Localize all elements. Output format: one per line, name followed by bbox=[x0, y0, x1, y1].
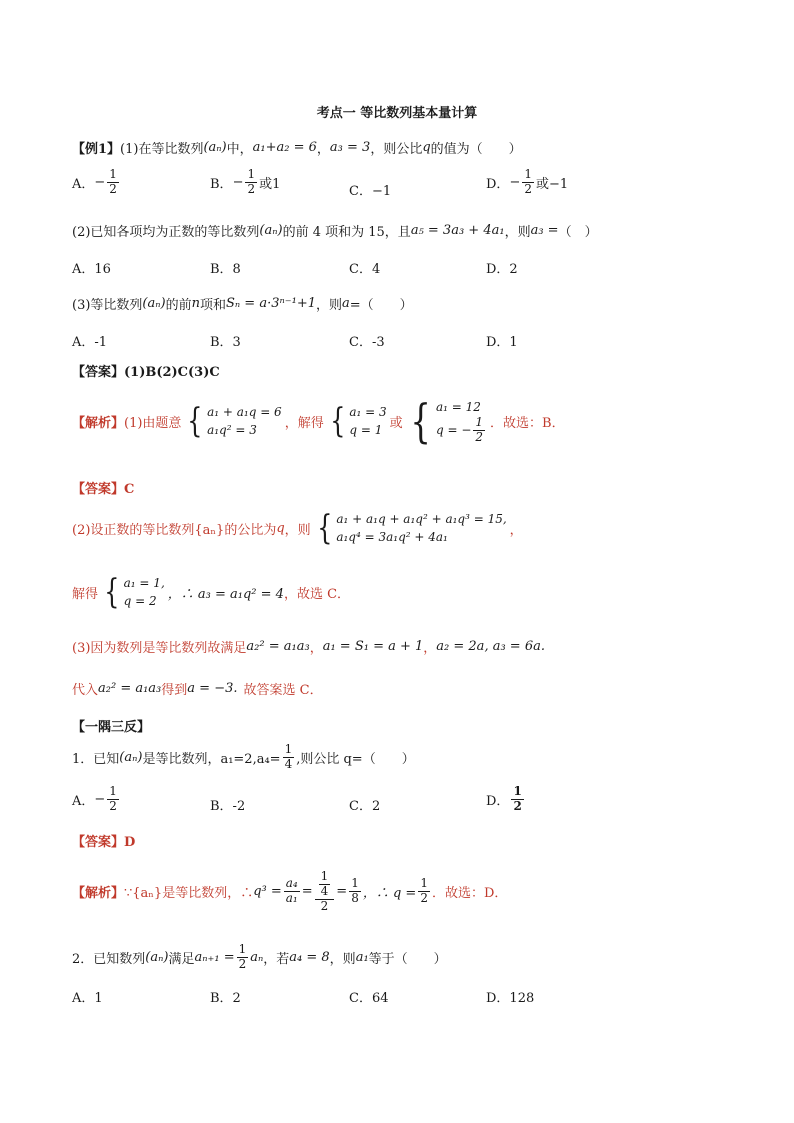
q2-seq: (aₙ) bbox=[259, 223, 283, 238]
fraction bbox=[319, 870, 331, 899]
q2-cond: a₅ = 3a₃ + 4a₁ bbox=[410, 223, 505, 238]
analysis3-f2: a₁ = S₁ = a + 1 bbox=[322, 639, 424, 654]
q1-cond1: a₁+a₂ = 6 bbox=[252, 140, 317, 155]
q1-option-c: C．−1 bbox=[349, 184, 392, 199]
denominator: 4 bbox=[320, 883, 329, 898]
analysis2-mid: ，则 bbox=[284, 522, 311, 538]
analysis1-or: 或 bbox=[389, 415, 403, 431]
p2-cond-post: ，则 bbox=[329, 951, 356, 967]
sign: − bbox=[232, 174, 244, 190]
p1-eq: = bbox=[301, 884, 313, 900]
q2-stem-pre: (2)已知各项均为正数的等比数列 bbox=[72, 225, 260, 240]
example-answer: 【答案】(1)B(2)C(3)C bbox=[72, 365, 220, 380]
p2-stem-mid: 满足 bbox=[168, 951, 195, 967]
solution-system bbox=[327, 401, 387, 442]
numerator: 1 bbox=[513, 784, 522, 798]
p2-target: a₁ bbox=[355, 949, 369, 965]
analysis3-c2: ， bbox=[423, 641, 437, 656]
brace-icon: { bbox=[104, 572, 120, 612]
q3-option-a: A．-1 bbox=[72, 335, 108, 350]
p2-option-a: A．1 bbox=[72, 991, 103, 1006]
p1-end: ．故选：D． bbox=[431, 886, 508, 902]
fraction bbox=[511, 785, 523, 814]
analysis-3-substitute bbox=[72, 679, 323, 698]
analysis1-pre: (1)由题意 bbox=[124, 415, 182, 431]
q1-comma: ， bbox=[316, 142, 330, 157]
q3-stem-end: =（ ） bbox=[349, 298, 413, 313]
brace-icon: { bbox=[316, 508, 333, 548]
numerator: 1 bbox=[109, 784, 117, 798]
system-row: q = 2 bbox=[123, 594, 157, 608]
denominator: 2 bbox=[109, 181, 117, 196]
analysis-3 bbox=[72, 637, 545, 656]
fraction bbox=[522, 168, 534, 197]
p1-q3: q³ = bbox=[253, 884, 282, 900]
analysis-2 bbox=[72, 510, 523, 546]
example-label: 【例1】 bbox=[72, 142, 121, 157]
denominator: 2 bbox=[238, 956, 247, 971]
q2-option-d: D．2 bbox=[486, 262, 518, 277]
denominator: 8 bbox=[351, 891, 359, 906]
q3-stem-mid2: 项和 bbox=[199, 298, 226, 313]
q1-cond2: a₃ = 3 bbox=[329, 140, 371, 155]
system-row: a₁ = 3 bbox=[349, 405, 387, 420]
example-q2-stem bbox=[72, 221, 598, 240]
analysis-2-solve bbox=[72, 574, 350, 610]
practice-1-stem bbox=[72, 743, 415, 772]
q1-option-b bbox=[210, 168, 280, 197]
analysis2-solve: 解得 bbox=[72, 586, 99, 602]
system-row: q = 1 bbox=[349, 423, 383, 438]
practice-header: 【一隅三反】 bbox=[72, 720, 151, 735]
denominator: a₁ bbox=[285, 891, 298, 906]
system-row: a₁q² = 3 bbox=[207, 423, 257, 438]
p2-stem-end: 等于（ ） bbox=[368, 951, 447, 967]
q2-stem-post: ，则 bbox=[504, 225, 531, 240]
fraction bbox=[418, 877, 430, 906]
option-label: D． bbox=[486, 176, 510, 192]
system-row: q = − bbox=[435, 423, 472, 438]
p2-option-b: B．2 bbox=[210, 991, 241, 1006]
analysis-1 bbox=[72, 394, 565, 449]
denominator: 2 bbox=[320, 898, 329, 913]
p2-lhs: aₙ₊₁ = bbox=[194, 949, 235, 965]
fraction bbox=[473, 416, 485, 445]
p2-rhs: aₙ bbox=[250, 949, 264, 965]
p1-so: ，∴ q = bbox=[362, 886, 417, 902]
solution-system bbox=[101, 574, 165, 610]
option-tail: 或−1 bbox=[535, 176, 569, 192]
p1-stem-end: ,则公比 q=（ ） bbox=[296, 751, 415, 767]
q3-stem-pre: (3)等比数列 bbox=[72, 298, 143, 313]
analysis-label: 【解析】 bbox=[72, 415, 125, 431]
numerator: 1 bbox=[420, 876, 428, 891]
numerator: a₄ bbox=[285, 876, 298, 891]
q1-seq: (aₙ) bbox=[203, 140, 227, 155]
analysis2-therefore: ，∴ a₃ = a₁q² = 4 bbox=[167, 586, 284, 602]
q3-formula: Sₙ = a·3ⁿ⁻¹+1 bbox=[226, 296, 316, 311]
sign: − bbox=[509, 174, 521, 190]
system-row: a₁ = 1, bbox=[123, 576, 165, 590]
p1-option-b: B．-2 bbox=[210, 799, 246, 814]
p1-analysis-pre: ∵{aₙ}是等比数列，∴ bbox=[124, 886, 254, 902]
numerator: 1 bbox=[284, 742, 293, 756]
numerator: 1 bbox=[247, 167, 256, 181]
option-label: D． bbox=[486, 793, 510, 809]
denominator: 4 bbox=[284, 756, 293, 771]
analysis3-pre: (3)因为数列是等比数列故满足 bbox=[72, 641, 247, 656]
numerator: 1 bbox=[524, 167, 532, 181]
system-row: a₁ = 12 bbox=[435, 400, 481, 414]
analysis3-sub-res: a = −3. bbox=[187, 681, 238, 696]
p1-option-a bbox=[72, 785, 121, 814]
numerator: 1 bbox=[475, 415, 484, 429]
option-label: A． bbox=[72, 793, 95, 809]
p1-option-c: C．2 bbox=[349, 799, 381, 814]
p2-stem-pre: 2．已知数列 bbox=[72, 951, 146, 967]
p1-option-d bbox=[486, 785, 526, 814]
page-title: 考点一 等比数列基本量计算 bbox=[316, 106, 478, 121]
fraction bbox=[107, 785, 119, 814]
denominator: 2 bbox=[109, 798, 117, 813]
p2-seq: (aₙ) bbox=[145, 949, 169, 965]
example-q1-stem bbox=[72, 138, 522, 157]
system-row: a₁ + a₁q + a₁q² + a₁q³ = 15, bbox=[336, 512, 507, 526]
answer-c: 【答案】C bbox=[72, 482, 135, 497]
p1-stem-mid: 是等比数列，a₁=2,a₄= bbox=[142, 751, 281, 767]
fraction bbox=[237, 943, 249, 972]
practice-2-stem bbox=[72, 943, 447, 972]
analysis3-sub-f: a₂² = a₁a₃ bbox=[98, 681, 162, 696]
q3-stem-post: ，则 bbox=[316, 298, 343, 313]
q2-stem-mid: 的前 4 项和为 15，且 bbox=[282, 225, 411, 240]
denominator: 2 bbox=[247, 181, 256, 196]
analysis3-c1: ， bbox=[309, 641, 323, 656]
analysis1-mid: ，解得 bbox=[284, 415, 324, 431]
analysis3-f1: a₂² = a₁a₃ bbox=[246, 639, 310, 654]
p2-cond-pre: ，若 bbox=[263, 951, 290, 967]
numerator: 1 bbox=[351, 876, 359, 891]
q1-option-d bbox=[486, 168, 568, 197]
fraction bbox=[283, 743, 295, 772]
solution-system-2 bbox=[406, 394, 487, 449]
q3-option-b: B．3 bbox=[210, 335, 241, 350]
fraction bbox=[284, 877, 300, 906]
denominator: 2 bbox=[475, 429, 484, 444]
denominator: 2 bbox=[524, 181, 532, 196]
q1-stem-end: 的值为（ ） bbox=[430, 142, 522, 157]
q1-var: q bbox=[422, 140, 431, 155]
equation-system bbox=[314, 510, 507, 546]
analysis1-end: ．故选：B． bbox=[490, 415, 565, 431]
nested-fraction bbox=[315, 870, 335, 913]
q2-target: a₃ = bbox=[530, 223, 559, 238]
analysis2-end: ， bbox=[509, 522, 523, 538]
sign: − bbox=[94, 174, 106, 190]
equation-system bbox=[184, 401, 282, 442]
q1-stem-pre: (1)在等比数列 bbox=[120, 142, 204, 157]
analysis3-sub-mid: 得到 bbox=[161, 683, 188, 698]
analysis2-pre: (2)设正数的等比数列{aₙ}的公比为 bbox=[72, 522, 277, 538]
q2-stem-end: （ ） bbox=[558, 225, 598, 240]
brace-icon: { bbox=[187, 401, 203, 442]
q3-seq: (aₙ) bbox=[142, 296, 166, 311]
numerator: 1 bbox=[320, 869, 329, 883]
q3-option-c: C．-3 bbox=[349, 335, 385, 350]
q1-stem-mid: 中， bbox=[226, 142, 253, 157]
p2-option-c: C．64 bbox=[349, 991, 389, 1006]
q3-n: n bbox=[191, 296, 200, 311]
q1-stem-post: ，则公比 bbox=[370, 142, 423, 157]
sign: − bbox=[94, 791, 106, 807]
fraction bbox=[245, 168, 257, 197]
q1-option-a bbox=[72, 168, 121, 197]
q3-stem-mid: 的前 bbox=[165, 298, 192, 313]
brace-icon: { bbox=[329, 401, 346, 442]
p1-eq2: = bbox=[336, 884, 348, 900]
option-tail: 或1 bbox=[259, 176, 281, 192]
p1-seq: (aₙ) bbox=[119, 749, 143, 765]
fraction bbox=[107, 168, 119, 197]
analysis3-f3: a₂ = 2a, a₃ = 6a. bbox=[436, 639, 545, 654]
denominator: 2 bbox=[513, 798, 522, 813]
q3-var: a bbox=[342, 296, 350, 311]
system-row: a₁ + a₁q = 6 bbox=[207, 405, 282, 420]
fraction bbox=[349, 877, 361, 906]
option-label: B． bbox=[210, 176, 233, 192]
analysis3-sub-pre: 代入 bbox=[72, 683, 99, 698]
p2-cond: a₄ = 8 bbox=[289, 949, 330, 965]
denominator: 2 bbox=[420, 891, 428, 906]
analysis2-choose: ，故选 C． bbox=[283, 586, 351, 602]
p2-option-d: D．128 bbox=[486, 991, 535, 1006]
p1-stem-pre: 1．已知 bbox=[72, 751, 120, 767]
analysis-label: 【解析】 bbox=[72, 886, 125, 902]
p1-answer: 【答案】D bbox=[72, 835, 136, 850]
brace-icon: { bbox=[410, 394, 431, 449]
option-label: A． bbox=[72, 176, 95, 192]
q2-option-c: C．4 bbox=[349, 262, 381, 277]
q2-option-b: B．8 bbox=[210, 262, 241, 277]
numerator: 1 bbox=[109, 167, 117, 181]
analysis3-sub-end: 故答案选 C． bbox=[243, 683, 323, 698]
analysis2-var: q bbox=[276, 520, 285, 536]
p1-analysis bbox=[72, 870, 507, 913]
q2-option-a: A．16 bbox=[72, 262, 111, 277]
system-row: a₁q⁴ = 3a₁q² + 4a₁ bbox=[336, 530, 448, 544]
numerator: 1 bbox=[238, 942, 247, 956]
example-q3-stem bbox=[72, 294, 413, 313]
q3-option-d: D．1 bbox=[486, 335, 518, 350]
